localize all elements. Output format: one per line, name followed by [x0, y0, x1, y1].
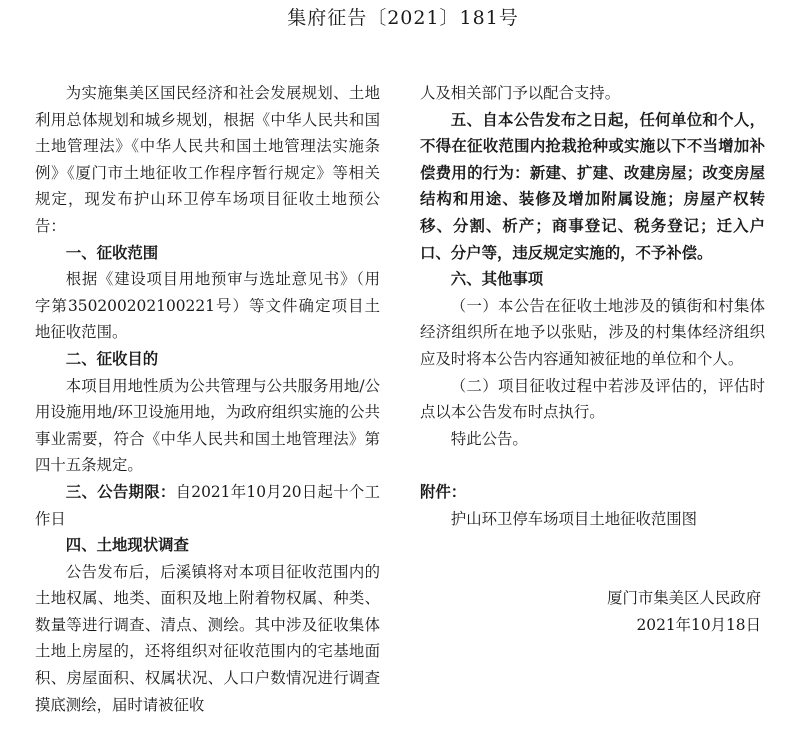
signing-date: 2021年10月18日: [636, 615, 761, 634]
attachment-item: 护山环卫停车场项目土地征收范围图: [450, 509, 698, 528]
signer: 厦门市集美区人民政府: [607, 589, 761, 608]
left-column: [35, 80, 380, 718]
attachment-label: 附件：: [420, 482, 467, 501]
section-3-body: 自2021年10月20日起十个工作日: [35, 482, 380, 528]
section-4-title: 四、土地现状调查: [65, 536, 189, 555]
right-column: [420, 80, 765, 638]
section-3-paragraph: [35, 479, 380, 532]
section-6-item-1: （一）本公告在征收土地涉及的镇街和村集体经济组织所在地予以张贴，涉及的村集体经济组织应及时将本公告内容通知被征地的单位和个人。: [420, 296, 765, 368]
section-2-body: 本项目用地性质为公共管理与公共服务用地/公用设施用地/环卫设施用地，为政府组织实施的公共事业需要，符合《中华人民共和国土地管理法》第四十五条规定。: [35, 376, 380, 475]
section-4-continuation: 人及相关部门予以配合支持。: [420, 84, 621, 102]
document-number: 集府征告〔2021〕181号: [287, 7, 519, 29]
section-2-title: 二、征收目的: [65, 349, 159, 368]
intro-paragraph: 为实施集美区国民经济和社会发展规划、土地利用总体规划和城乡规划，根据《中华人民共和国土地管理法》《中华人民共和国土地管理法实施条例》《厦门市土地征收工作程序暂行规定》等相关规定，现发布护山环卫停车场项目征收土地预公告：: [35, 84, 380, 235]
closing-statement: 特此公告。: [450, 429, 528, 448]
section-3-title: 三、公告期限：: [65, 482, 176, 501]
section-6-title: 六、其他事项: [450, 270, 544, 289]
section-1-title: 一、征收范围: [65, 243, 159, 262]
section-1-body: 根据《建设项目用地预审与选址意见书》（用字第350200202100221号）等文件确定项目土地征收范围。: [35, 270, 380, 342]
section-5-body: 五、自本公告发布之日起，任何单位和个人，不得在征收范围内抢栽抢种或实施以下不当增加补偿费用的行为：新建、扩建、改建房屋；改变房屋结构和用途、装修及增加附属设施；房屋产权转移、分割、析产；商事登记、税务登记；迁入户口、分户等，违反规定实施的，不予补偿。: [420, 110, 765, 262]
section-4-body: 公告发布后，后溪镇将对本项目征收范围内的土地权属、地类、面积及地上附着物权属、种类、数量等进行调查、清点、测绘。其中涉及征收集体土地上房屋的，还将组织对征收范围内的宅基地面积、房屋面积、权属状况、人口户数情况进行调查摸底测绘，届时请被征收: [35, 562, 380, 714]
section-6-item-2: （二）项目征收过程中若涉及评估的，评估时点以本公告发布时点执行。: [420, 376, 765, 422]
